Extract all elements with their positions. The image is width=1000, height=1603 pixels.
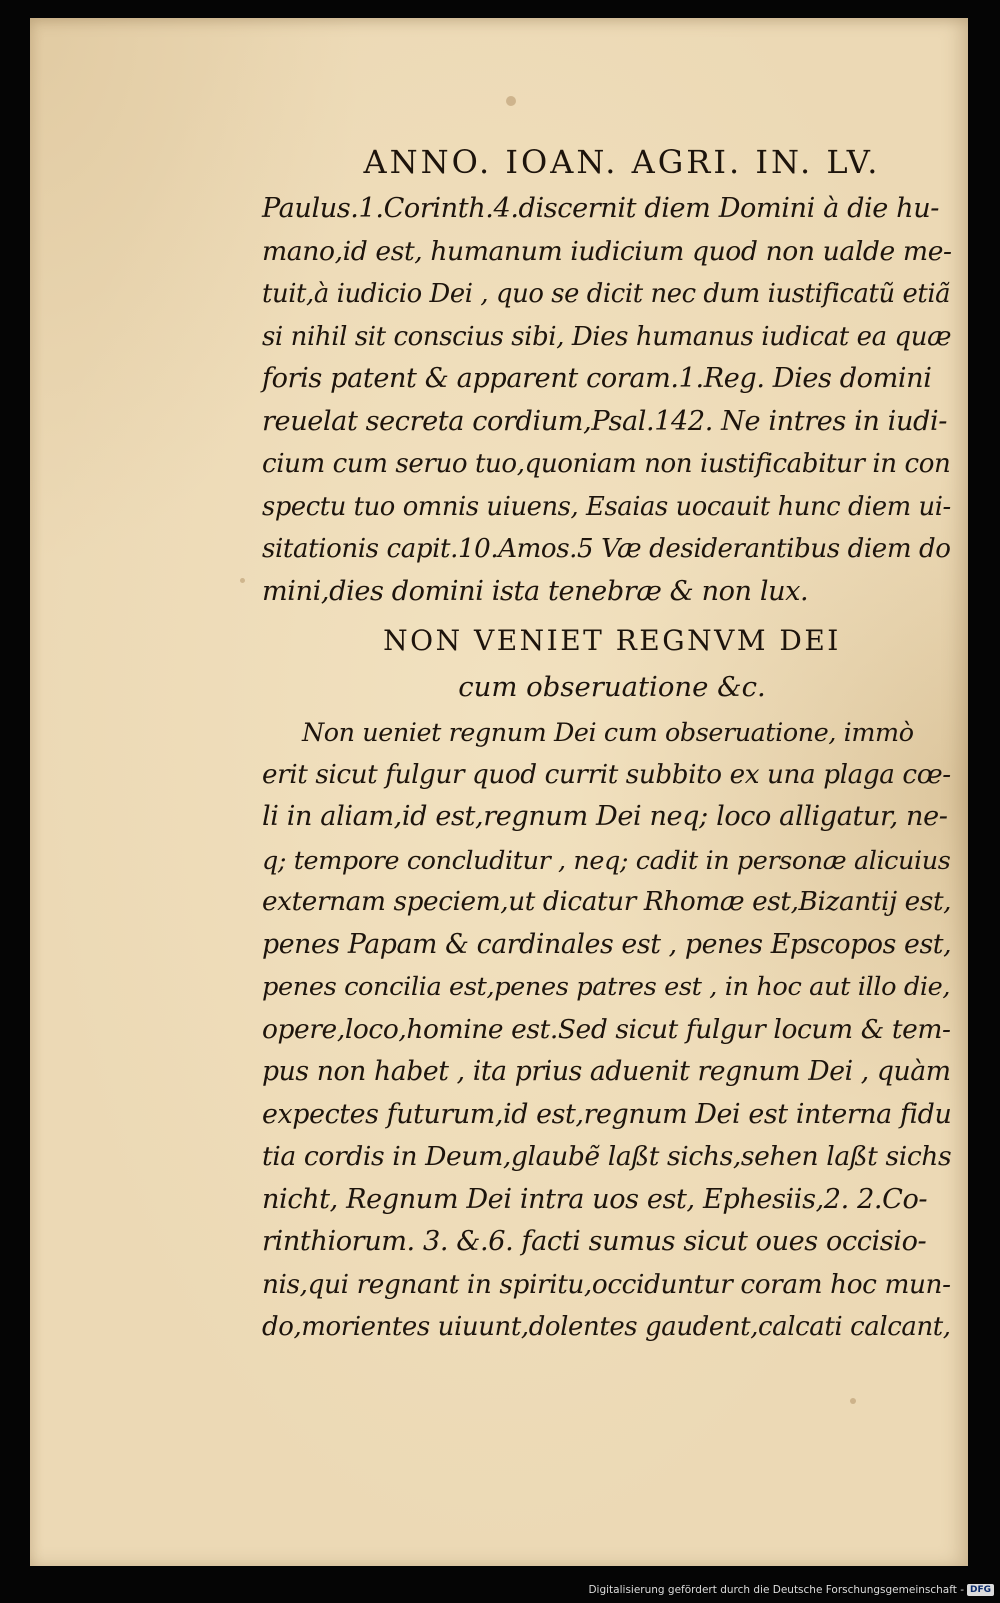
paper-stain xyxy=(506,96,516,106)
text-line: q; tempore concluditur , neq; cadit in personæ alicuius xyxy=(262,844,951,875)
paper-stain xyxy=(850,1398,856,1404)
running-head: ANNO. IOAN. AGRI. IN. LV. xyxy=(363,143,881,181)
credit-text: Digitalisierung gefördert durch die Deutsche Forschungsgemeinschaft - xyxy=(588,1584,964,1596)
digitization-credit xyxy=(588,1579,994,1601)
text-line: expectes futurum,id est,regnum Dei est interna fidu xyxy=(262,1098,952,1130)
text-line: cium cum seruo tuo,quoniam non iustificabitur in con xyxy=(262,449,951,479)
text-line: pus non habet , ita prius aduenit regnum Dei , quàm xyxy=(262,1056,951,1087)
text-line: sitationis capit.10.Amos.5 Væ desiderantibus diem do xyxy=(262,534,951,564)
text-line: Non ueniet regnum Dei cum obseruatione, immò xyxy=(302,717,914,747)
text-line: reuelat secreta cordium,Psal.142. Ne intres in iudi- xyxy=(262,405,947,437)
text-line: li in aliam,id est,regnum Dei neq; loco alligatur, ne- xyxy=(262,801,948,832)
text-line: tia cordis in Deum,glaubẽ laßt sichs,sehen laßt sichs xyxy=(262,1141,952,1172)
text-line: erit sicut fulgur quod currit subbito ex una plaga cœ- xyxy=(262,759,951,790)
paragraph-2 xyxy=(262,711,962,1349)
section-subheading: cum obseruatione &c. xyxy=(458,671,766,703)
text-line: rinthiorum. 3. &.6. facti sumus sicut oues occisio- xyxy=(262,1226,927,1257)
text-line: mini,dies domini ista tenebræ & non lux. xyxy=(262,575,809,607)
text-line: externam speciem,ut dicatur Rhomæ est,Bizantij est, xyxy=(262,887,952,917)
text-line: tuit,à iudicio Dei , quo se dicit nec dum iustificatũ etiã xyxy=(262,279,951,309)
text-line: penes Papam & cardinales est , penes Epscopos est, xyxy=(262,928,952,960)
text-line: spectu tuo omnis uiuens, Esaias uocauit hunc diem ui- xyxy=(262,491,951,522)
text-line: opere,loco,homine est.Sed sicut fulgur locum & tem- xyxy=(262,1013,951,1045)
dfg-logo: DFG xyxy=(967,1584,994,1596)
text-line: nicht, Regnum Dei intra uos est, Ephesiis,2. 2.Co- xyxy=(262,1183,928,1215)
text-line: mano,id est, humanum iudicium quod non ualde me- xyxy=(262,235,952,267)
paragraph-1 xyxy=(262,188,962,613)
book-page xyxy=(30,18,968,1566)
paper-stain xyxy=(240,578,245,583)
text-line: nis,qui regnant in spiritu,occiduntur coram hoc mun- xyxy=(262,1269,951,1300)
text-line: foris patent & apparent coram.1.Reg. Dies domini xyxy=(262,363,932,394)
text-line: penes concilia est,penes patres est , in hoc aut illo die, xyxy=(262,972,951,1002)
text-line: si nihil sit conscius sibi, Dies humanus iudicat ea quæ xyxy=(262,321,952,352)
text-line: Paulus.1.Corinth.4.discernit diem Domini à die hu- xyxy=(262,193,940,224)
text-line: do,morientes uiuunt,dolentes gaudent,calcati calcant, xyxy=(262,1312,951,1342)
section-heading: NON VENIET REGNVM DEI xyxy=(383,624,841,657)
page-text xyxy=(262,136,962,1349)
